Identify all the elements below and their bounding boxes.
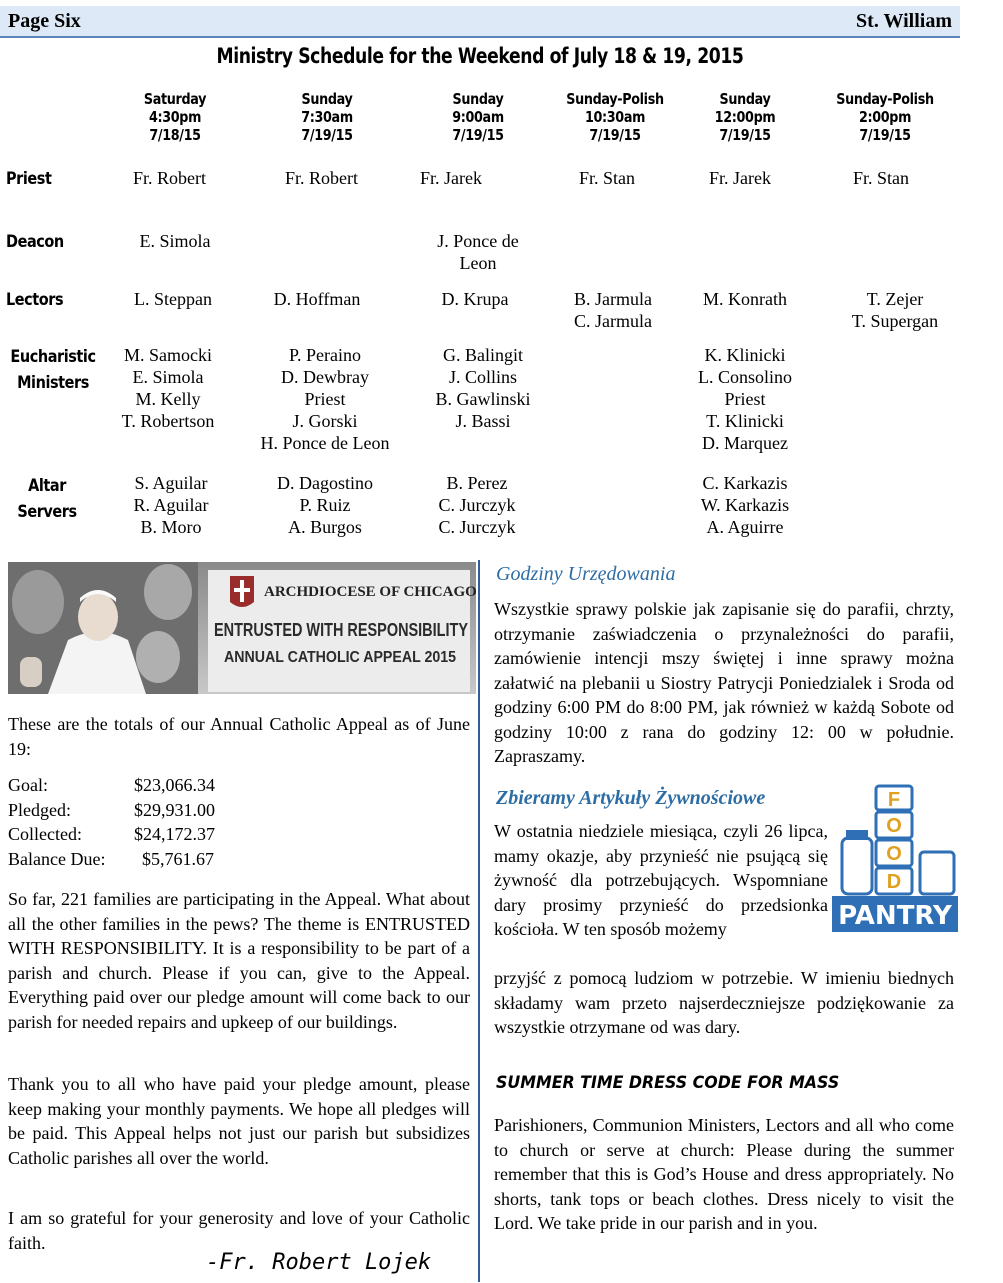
column-header-line: Sunday-Polish	[566, 90, 664, 108]
totals-row-balance	[8, 847, 215, 872]
schedule-title: Ministry Schedule for the Weekend of July 18 & 19, 2015	[216, 44, 744, 68]
column-header-line: 7/19/15	[301, 126, 353, 144]
totals-value: $23,066.34	[134, 775, 215, 795]
altar-cell-1	[96, 472, 246, 538]
em-name: B. Gawlinski	[435, 389, 531, 409]
food-letter: O	[886, 843, 902, 865]
totals-value: $5,761.67	[142, 848, 214, 869]
column-header-line: 12:00pm	[714, 108, 776, 126]
lector-cell-3: D. Krupa	[441, 289, 509, 309]
banner-text-1: ARCHDIOCESE OF CHICAGO	[264, 584, 477, 600]
appeal-totals	[8, 773, 215, 871]
em-name: J. Collins	[448, 367, 518, 387]
priest-cell: Fr. Stan	[579, 168, 636, 188]
totals-value: $24,172.37	[134, 824, 215, 844]
dresscode-title: SUMMER TIME DRESS CODE FOR MASS	[496, 1073, 840, 1093]
altar-cell-5	[670, 472, 820, 538]
totals-label: Goal:	[8, 775, 48, 795]
em-name: T. Robertson	[121, 411, 215, 431]
totals-label: Pledged:	[8, 799, 71, 820]
row-label-line: Ministers	[17, 373, 89, 393]
altar-name: B. Moro	[140, 517, 202, 537]
lector-cell-4	[538, 288, 688, 332]
food-letter: F	[887, 789, 901, 811]
altar-name: W. Karkazis	[700, 495, 790, 515]
row-label-altar	[7, 473, 87, 525]
row-label-lectors: Lectors	[6, 290, 64, 310]
priest-cell: Fr. Robert	[133, 168, 207, 188]
altar-name: C. Jurczyk	[438, 495, 516, 515]
food-letter: D	[886, 871, 902, 893]
em-name: H. Ponce de Leon	[260, 433, 390, 453]
appeal-paragraph-3: I am so grateful for your generosity and love of your Catholic faith.	[8, 1208, 470, 1253]
appeal-intro: These are the totals of our Annual Catholic Appeal as of June 19:	[8, 714, 470, 759]
appeal-banner-image	[8, 562, 476, 694]
totals-label: Collected:	[8, 824, 82, 844]
lector-line: T. Zejer	[866, 289, 924, 309]
food-letter: O	[886, 815, 902, 837]
priest-cell: Fr. Robert	[285, 168, 359, 188]
em-name: Priest	[304, 389, 346, 409]
em-name: G. Balingit	[443, 345, 523, 365]
priest-cell: Fr. Jarek	[709, 168, 771, 188]
column-header	[419, 90, 538, 144]
column-header-line: Saturday	[143, 90, 207, 108]
eucharistic-cell-5	[670, 344, 820, 454]
deacon-line: Leon	[459, 253, 497, 273]
altar-name: P. Ruiz	[299, 495, 351, 515]
column-header	[686, 90, 805, 144]
dresscode-text: Parishioners, Communion Ministers, Lectors and all who come to church or serve at church: Please during the summer remember that this is God’s House and dress appropriately. No shorts, tank tops or beach clothes. Dress nicely to visit the Lord. We take pride in our parish and in you.	[494, 1115, 954, 1233]
column-header-line: 2:00pm	[858, 108, 912, 126]
polish-food-text-b: przyjść z pomocą ludziom w potrzebie. W imieniu biednych składamy wam przeto najserdeczniejsze podziękowanie za wszystkie otrzymane od was dary.	[494, 968, 954, 1037]
em-name: M. Samocki	[124, 345, 212, 365]
deacon-cell-3	[403, 230, 553, 274]
totals-label: Balance Due:	[8, 848, 106, 869]
row-label-priest: Priest	[6, 169, 52, 189]
column-header-line: 7/18/15	[149, 126, 201, 144]
altar-name: C. Jurczyk	[438, 517, 516, 537]
lector-line: C. Jarmula	[574, 311, 652, 331]
parish-name: St. William	[856, 10, 952, 32]
em-name: J. Gorski	[292, 411, 358, 431]
row-label-deacon: Deacon	[6, 232, 64, 252]
column-header-line: Sunday-Polish	[836, 90, 934, 108]
polish-food-text-a: W ostatnia niedziele miesiąca, czyli 26 lipca, mamy okazje, aby przynieść nie psującą się żywność dla potrzebujących. Wspomniane dary prosimy przynieść do przedsionka kościoła. W ten sposób możemy	[494, 821, 828, 939]
row-label-line: Altar	[28, 476, 66, 496]
lector-cell-1: L. Steppan	[134, 289, 212, 309]
column-header-line: 9:00am	[452, 108, 504, 126]
altar-cell-2	[250, 472, 400, 538]
pantry-label: PANTRY	[838, 901, 952, 931]
totals-value: $29,931.00	[134, 799, 215, 820]
page-number: Page Six	[8, 10, 81, 32]
em-name: D. Marquez	[702, 433, 788, 453]
em-name: K. Klinicki	[704, 345, 786, 365]
deacon-cell-1: E. Simola	[139, 231, 211, 251]
column-header-line: 4:30pm	[148, 108, 202, 126]
totals-row-pledged	[8, 798, 215, 823]
appeal-paragraph-1: So far, 221 families are participating in the Appeal. What about all the other families in the pews? The theme is ENTRUSTED WITH RESPONSIBILITY. It is a responsibility to be part of a parish and church. Please if you can, give to the Appeal. Everything paid over our pledge amount will come back to our parish for needed repairs and upkeep of our buildings.	[8, 889, 470, 1032]
column-header	[556, 90, 675, 144]
em-name: Priest	[724, 389, 766, 409]
banner-text-3: ANNUAL CATHOLIC APPEAL 2015	[224, 649, 457, 666]
deacon-line: J. Ponce de	[437, 231, 519, 251]
polish-heading-food: Zbieramy Artykuły Żywnościowe	[496, 787, 766, 809]
altar-name: C. Karkazis	[702, 473, 788, 493]
column-header-line: 7:30am	[301, 108, 353, 126]
column-header-line: Sunday	[301, 90, 353, 108]
em-name: P. Peraino	[289, 345, 361, 365]
banner-text-2: ENTRUSTED WITH RESPONSIBILITY	[214, 620, 468, 640]
lector-cell-2: D. Hoffman	[273, 289, 361, 309]
food-pantry-icon	[830, 782, 960, 934]
lector-cell-6	[820, 288, 970, 332]
em-name: J. Bassi	[455, 411, 511, 431]
totals-row-collected	[8, 822, 215, 847]
appeal-paragraph-2: Thank you to all who have paid your pledge amount, please keep making your monthly payments. We hope all pledges will be paid. This Appeal helps not just our parish but subsidizes Catholic parishes all over the world.	[8, 1074, 470, 1168]
altar-name: A. Burgos	[288, 517, 362, 537]
altar-name: D. Dagostino	[277, 473, 373, 493]
altar-name: S. Aguilar	[134, 473, 208, 493]
column-header-line: Sunday	[452, 90, 504, 108]
eucharistic-cell-3	[408, 344, 558, 432]
column-header-line: 7/19/15	[452, 126, 504, 144]
column-header	[116, 90, 235, 144]
em-name: T. Klinicki	[706, 411, 784, 431]
eucharistic-cell-2	[250, 344, 400, 454]
em-name: E. Simola	[132, 367, 204, 387]
column-header	[268, 90, 387, 144]
column-header-line: 10:30am	[584, 108, 646, 126]
column-header	[826, 90, 945, 144]
polish-heading-office-hours: Godziny Urzędowania	[496, 563, 676, 585]
page-header-bar	[0, 6, 960, 38]
altar-name: A. Aguirre	[706, 517, 784, 537]
altar-name: R. Aguilar	[133, 495, 209, 515]
column-header-line: Sunday	[719, 90, 771, 108]
row-label-line: Servers	[17, 502, 77, 522]
altar-cell-3	[402, 472, 552, 538]
lector-cell-5: M. Konrath	[703, 289, 787, 309]
column-divider	[478, 560, 480, 1282]
priest-cell: Fr. Jarek	[420, 168, 482, 188]
column-header-line: 7/19/15	[859, 126, 911, 144]
em-name: M. Kelly	[135, 389, 201, 409]
eucharistic-cell-1	[93, 344, 243, 432]
polish-office-hours-text: Wszystkie sprawy polskie jak zapisanie się do parafii, chrzty, otrzymanie zaświadczenia o przynależności do parafii, zamówienie intencji mszy świętej i inne sprawy można załatwić na plebanii u Siostry Patrycji Poniedzialek i Sroda od godziny 6:00 PM do 8:00 PM, jak również w każdą Sobote od godziny 10:00 z rana do godziny 12: 00 w południe. Zapraszamy.	[494, 599, 954, 766]
altar-name: B. Perez	[446, 473, 508, 493]
totals-row-goal	[8, 773, 215, 798]
signature: -Fr. Robert Lojek	[206, 1250, 432, 1275]
row-label-eucharistic	[8, 344, 98, 396]
row-label-line: Eucharistic	[10, 347, 96, 367]
lector-line: T. Supergan	[851, 311, 939, 331]
em-name: L. Consolino	[697, 367, 792, 387]
column-header-line: 7/19/15	[719, 126, 771, 144]
priest-cell: Fr. Stan	[853, 168, 910, 188]
lector-line: B. Jarmula	[574, 289, 652, 309]
column-header-line: 7/19/15	[589, 126, 641, 144]
em-name: D. Dewbray	[281, 367, 369, 387]
